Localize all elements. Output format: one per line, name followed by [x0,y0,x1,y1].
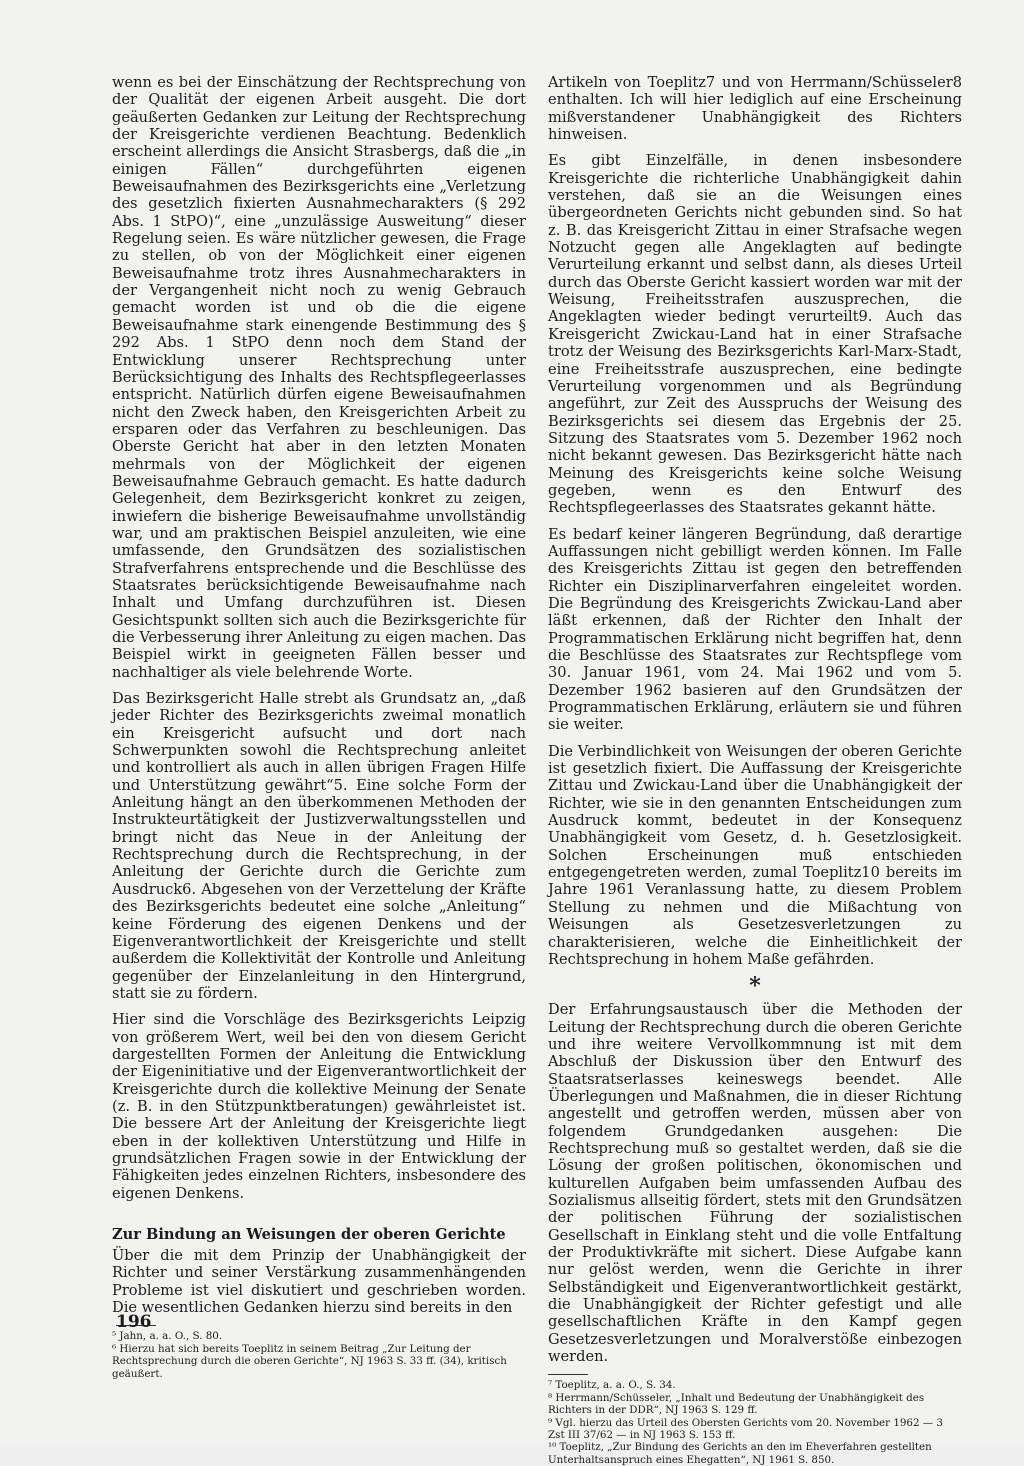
paragraph: Der Erfahrungsaustausch über die Methoden der Leitung der Rechtsprechung durch die oberen Gerichte und ihre weitere Vervollkommnung ist mit dem Abschluß der Diskussion über den Entwurf des Staatsratserlasses keineswegs beendet. Alle Überlegungen und Maßnahmen, die in dieser Richtung angestellt und getroffen werden, müssen aber von folgendem Grundgedanken ausgehen: Die Rechtsprechung muß so gestaltet werden, daß sie die Lösung der großen politischen, ökonomischen und kulturellen Aufgaben beim umfassenden Aufbau des Sozialismus allseitig fördert, stets mit den Grundsätzen der politischen Führung der sozialistischen Gesellschaft in Einklang steht und die volle Entfaltung der Produktivkräfte mit sichert. Diese Aufgabe kann nur gelöst werden, wenn die Gerichte in ihrer Selbständigkeit und Eigenverantwortlichkeit gestärkt, die Unabhängigkeit der Richter gefestigt und alle gesellschaftlichen Kräfte in den Kampf gegen Gesetzesverletzungen und Moralverstöße einbezogen werden. [548,1001,962,1366]
paragraph: Das Bezirksgericht Halle strebt als Grundsatz an, „daß jeder Richter des Bezirksgerichts zweimal monatlich ein Kreisgericht aufsucht und dort nach Schwerpunkten sowohl die Rechtsprechung anleitet und kontrolliert als auch in allen übrigen Fragen Hilfe und Unterstützung gewährt“5. Eine solche Form der Anleitung hängt an den überkommenen Methoden der Instrukteurtätigkeit der Justizverwaltungsstellen und bringt nicht das Neue in der Anleitung der Rechtsprechung durch die Rechtsprechung, in der Anleitung der Gerichte durch die Gerichte zum Ausdruck6. Abgesehen von der Verzettelung der Kräfte des Bezirksgerichts bedeutet eine solche „Anleitung“ keine Förderung des eigenen Denkens und der Eigenverantwortlichkeit der Kreisgerichte und stellt außerdem die Kollektivität der Kontrolle und Anleitung gegenüber der Einzelanleitung in den Hintergrund, statt sie zu fördern. [112,690,526,1002]
section-heading: Zur Bindung an Weisungen der oberen Gerichte [112,1226,506,1243]
paragraph: Es bedarf keiner längeren Begründung, daß derartige Auffassungen nicht gebilligt werden können. Im Falle des Kreisgerichts Zittau ist gegen den betreffenden Richter ein Disziplinarverfahren eingeleitet worden. Die Begründung des Kreisgerichts Zwickau-Land aber läßt erkennen, daß der Richter den Inhalt der Programmatischen Erklärung nicht begriffen hat, denn die Beschlüsse des Staatsrates zur Rechtspflege vom 30. Januar 1961, vom 24. Mai 1962 und vom 5. Dezember 1962 basieren auf den Grundsätzen der Programmatischen Erklärung, erläutern sie und führen sie weiter. [548,525,962,734]
footnote: ¹⁰ Toeplitz, „Zur Bindung des Gerichts an den im Eheverfahren gestellten Unterhaltsanspruch eines Ehegatten“, NJ 1961 S. 850. [548,1441,932,1466]
footnote: ⁹ Vgl. hierzu das Urteil des Obersten Gerichts vom 20. November 1962 — 3 Zst III 37/62 — in NJ 1963 S. 153 ff. [548,1416,943,1442]
paragraph: wenn es bei der Einschätzung der Rechtsprechung von der Qualität der eigenen Arbeit ausgeht. Die dort geäußerten Gedanken zur Leitung der Rechtsprechung der Kreisgerichte verdienen Beachtung. Bedenklich erscheint allerdings die Ansicht Strasbergs, daß die „in einigen Fällen“ durchgeführten eigenen Beweisaufnahmen des Bezirksgerichts eine „Verletzung des gesetzlich fixierten Ausnahmecharakters (§ 292 Abs. 1 StPO)“, eine „unzulässige Ausweitung“ dieser Regelung seien. Es wäre nützlicher gewesen, die Frage zu stellen, ob von der Möglichkeit einer eigenen Beweisaufnahme trotz ihres Ausnahmecharakters in der Vergangenheit nicht noch zu wenig Gebrauch gemacht worden ist und ob die die eigene Beweisaufnahme stark einengende Bestimmung des § 292 Abs. 1 StPO denn noch dem Stand der Entwicklung unserer Rechtsprechung unter Berücksichtigung des Inhalts des Rechtspflegeerlasses entspricht. Natürlich dürfen eigene Beweisaufnahmen nicht den Zweck haben, den Kreisgerichten Arbeit zu ersparen oder das Verfahren zu beschleunigen. Das Oberste Gericht hat aber in den letzten Monaten mehrmals von der Möglichkeit der eigenen Beweisaufnahme Gebrauch gemacht. Es hatte dadurch Gelegenheit, dem Bezirksgericht konkret zu zeigen, inwiefern die bisherige Beweisaufnahme unvollständig war, und am praktischen Beispiel anzuleiten, wie eine umfassende, den Grundsätzen des sozialistischen Strafverfahrens entsprechende und die Beschlüsse des Staatsrates berücksichtigende Beweisaufnahme nach Inhalt und Umfang durchzuführen ist. Diesen Gesichtspunkt sollten sich auch die Bezirksgerichte für die Verbesserung ihrer Anleitung zu eigen machen. Das Beispiel wirkt in geeigneten Fällen besser und nachhaltiger als viele belehrende Worte. [112,74,526,681]
footnote: ⁸ Herrmann/Schüsseler, „Inhalt und Bedeutung der Unabhängigkeit des Richters in der DDR“, NJ 1963 S. 129 ff. [548,1391,925,1417]
footnote-divider [548,1374,588,1375]
page-number: 196 [116,1312,152,1332]
section-separator: * [749,973,761,1000]
paragraph: Die Verbindlichkeit von Weisungen der oberen Gerichte ist gesetzlich fixiert. Die Auffassung der Kreisgerichte Zittau und Zwickau-Land über die Unabhängigkeit der Richter, wie sie in den genannten Entscheidungen zum Ausdruck kommt, bedeutet in der Konsequenz Unabhängigkeit vom Gesetz, d. h. Gesetzlosigkeit. Solchen Erscheinungen muß entschieden entgegengetreten werden, zumal Toeplitz10 bereits im Jahre 1961 Veranlassung hatte, zu diesem Problem Stellung zu nehmen und die Mißachtung von Weisungen als Gesetzesverletzungen zu charakterisieren, welche die Einheitlichkeit der Rechtsprechung in hohem Maße gefährden. [548,742,962,968]
left-column [112,74,526,1380]
paragraph: Hier sind die Vorschläge des Bezirksgerichts Leipzig von größerem Wert, weil bei den von diesem Gericht dargestellten Formen der Anleitung die Entwicklung der Eigeninitiative und der Eigenverantwortlichkeit der Kreisgerichte durch die kollektive Meinung der Senate (z. B. in den Stützpunktberatungen) gewährleistet ist. Die bessere Art der Anleitung der Kreisgerichte liegt eben in der kollektiven Unterstützung und Hilfe in grundsätzlichen Fragen sowie in der Entwicklung der Fähigkeiten jedes einzelnen Richters, insbesondere des eigenen Denkens. [112,1011,526,1202]
paragraph: Über die mit dem Prinzip der Unabhängigkeit der Richter und seiner Verstärkung zusammenhängenden Probleme ist viel diskutiert und geschrieben worden. Die wesentlichen Gedanken hierzu sind bereits in den [112,1247,526,1317]
footnote: ⁶ Hierzu hat sich bereits Toeplitz in seinem Beitrag „Zur Leitung der Rechtsprechung durch die oberen Gerichte“, NJ 1963 S. 33 ff. (34), kritisch geäußert. [112,1342,507,1380]
right-column [548,74,962,1466]
paragraph: Artikeln von Toeplitz7 und von Herrmann/Schüsseler8 enthalten. Ich will hier lediglich auf eine Erscheinung mißverstandener Unabhängigkeit des Richters hinweisen. [548,74,962,144]
footnote: ⁵ Jahn, a. a. O., S. 80. [112,1330,223,1343]
footnote: ⁷ Toeplitz, a. a. O., S. 34. [548,1379,676,1392]
paragraph: Es gibt Einzelfälle, in denen insbesondere Kreisgerichte die richterliche Unabhängigkeit dahin verstehen, daß sie an die Weisungen eines übergeordneten Gerichts nicht gebunden sind. So hat z. B. das Kreisgericht Zittau in einer Strafsache wegen Notzucht gegen alle Angeklagten auf bedingte Verurteilung erkannt und selbst dann, als dieses Urteil durch das Oberste Gericht kassiert worden war mit der Weisung, Freiheitsstrafen auszusprechen, die Angeklagten wieder bedingt verurteilt9. Auch das Kreisgericht Zwickau-Land hat in einer Strafsache trotz der Weisung des Bezirksgerichts Karl-Marx-Stadt, eine Freiheitsstrafe auszusprechen, eine bedingte Verurteilung vorgenommen und als Begründung angeführt, zur Zeit des Ausspruchs der Weisung des Bezirksgerichts sei diesem das Ergebnis der 25. Sitzung des Staatsrates vom 5. Dezember 1962 noch nicht bekannt gewesen. Das Bezirksgericht hätte nach Meinung des Kreisgerichts keine solche Weisung gegeben, wenn es den Entwurf des Rechtspflegeerlasses des Staatsrates gekannt hätte. [548,152,962,517]
